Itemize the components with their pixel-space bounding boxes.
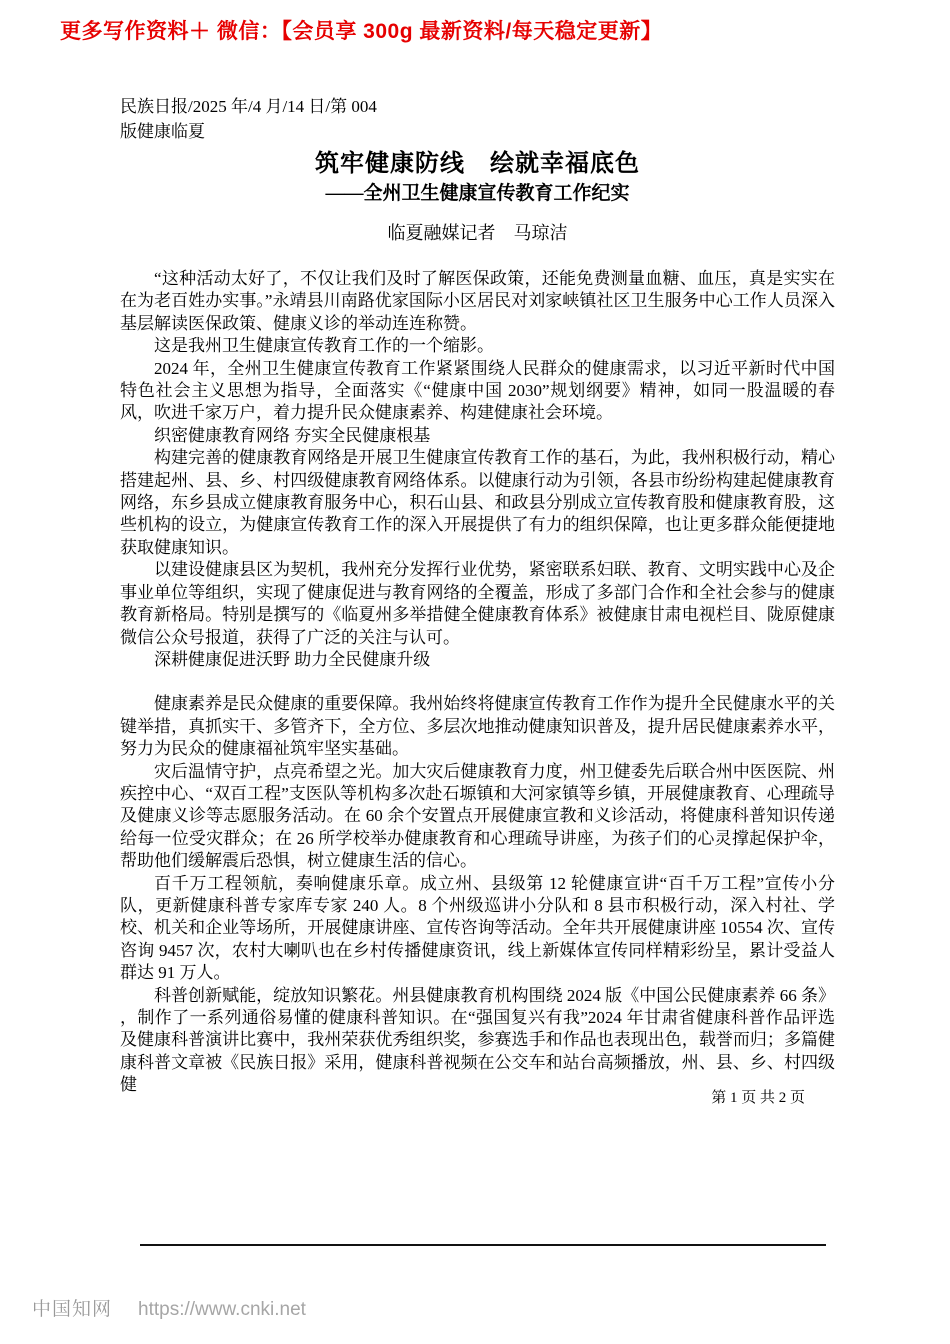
promo-banner-text: 更多写作资料＋ 微信：【会员享 300g 最新资料/每天稳定更新】	[60, 20, 663, 43]
bottom-divider	[140, 1244, 826, 1246]
article-title: 筑牢健康防线 绘就幸福底色	[315, 151, 640, 177]
article	[120, 94, 835, 1097]
article-paragraph: 科普创新赋能，绽放知识繁花。州县健康教育机构围绕 2024 版《中国公民健康素养 66 条》 ，制作了一系列通俗易懂的健康科普知识。在“强国复兴有我”2024 年甘肃省健康科普作品评选及健康科普演讲比赛中，我州荣获优秀组织奖，参赛选手和作品也表现出色，载誉而归；多篇健康科普文章被《民族日报》采用，健康科普视频在公交车和站台高频播放，州、县、乡、村四级健	[120, 985, 835, 1095]
article-paragraph: 健康素养是民众健康的重要保障。我州始终将健康宣传教育工作作为提升全民健康水平的关键举措，真抓实干、多管齐下，全方位、多层次地推动健康知识普及，提升居民健康素养水平，努力为民众的健康福祉筑牢坚实基础。	[120, 694, 835, 759]
cnki-brand-text: 中国知网	[32, 1299, 113, 1320]
article-paragraph: 构建完善的健康教育网络是开展卫生健康宣传教育工作的基石，为此，我州积极行动，精心搭建起州、县、乡、村四级健康教育网络体系。以健康行动为引领，各县市纷纷构建起健康教育网络，东乡县成立健康教育服务中心，积石山县、和政县分别成立宣传教育股和健康教育股，这些机构的设立，为健康宣传教育工作的深入开展提供了有力的组织保障，也让更多群众能便捷地获取健康知识。	[120, 448, 835, 557]
article-body	[120, 268, 835, 1097]
article-paragraph: “这种活动太好了，不仅让我们及时了解医保政策，还能免费测量血糖、血压，真是实实在在为老百姓办实事。”永靖县川南路优家国际小区居民对刘家峡镇社区卫生服务中心工作人员深入基层解读医保政策、健康义诊的举动连连称赞。	[120, 269, 835, 333]
article-source-line: 民族日报/2025 年/4 月/14 日/第 004	[120, 97, 377, 116]
cnki-url-text: https://www.cnki.net	[138, 1299, 306, 1320]
article-paragraph: 百千万工程领航，奏响健康乐章。成立州、县级第 12 轮健康宣讲“百千万工程”宣传小分队，更新健康科普专家库专家 240 人。8 个州级巡讲小分队和 8 县市积极行动，深入村社、学校、机关和企业等场所，开展健康讲座、宣传咨询等活动。全年共开展健康讲座 10554 次、宣传咨询 9457 次，农村大喇叭也在乡村传播健康资讯，线上新媒体宣传同样精彩纷呈，累计受益人群达 91 万人。	[120, 873, 835, 983]
article-paragraph: 2024 年，全州卫生健康宣传教育工作紧紧围绕人民群众的健康需求，以习近平新时代中国特色社会主义思想为指导，全面落实《“健康中国 2030”规划纲要》精神，如同一股温暖的春风，吹进千家万户，着力提升民众健康素养、构建健康社会环境。	[120, 358, 835, 423]
article-paragraph: 灾后温情守护，点亮希望之光。加大灾后健康教育力度，州卫健委先后联合州中医医院、州疾控中心、“双百工程”支医队等机构多次赴石塬镇和大河家镇等乡镇，开展健康教育、心理疏导及健康义诊等志愿服务活动。在 60 余个安置点开展健康宣教和义诊活动，将健康科普知识传递给每一位受灾群众；在 26 所学校举办健康教育和心理疏导讲座，为孩子们的心灵撑起保护伞，帮助他们缓解震后恐惧，树立健康生活的信心。	[120, 761, 835, 871]
article-subtitle: ——全州卫生健康宣传教育工作纪实	[325, 183, 630, 204]
article-paragraph: 这是我州卫生健康宣传教育工作的一个缩影。	[154, 336, 494, 356]
cnki-watermark	[32, 1294, 306, 1321]
article-byline: 临夏融媒记者 马琼洁	[387, 223, 568, 243]
article-edition-line: 版健康临夏	[120, 122, 205, 141]
section-heading: 织密健康教育网络 夯实全民健康根基	[154, 425, 431, 445]
page-indicator: 第 1 页 共 2 页	[711, 1090, 805, 1106]
article-paragraph: 以建设健康县区为契机，我州充分发挥行业优势，紧密联系妇联、教育、文明实践中心及企事业单位等组织，实现了健康促进与教育网络的全覆盖，形成了多部门合作和全社会参与的健康教育新格局。特别是撰写的《临夏州多举措健全健康教育体系》被健康甘肃电视栏目、陇原健康微信公众号报道，获得了广泛的关注与认可。	[120, 560, 835, 647]
section-heading: 深耕健康促进沃野 助力全民健康升级	[154, 649, 431, 669]
